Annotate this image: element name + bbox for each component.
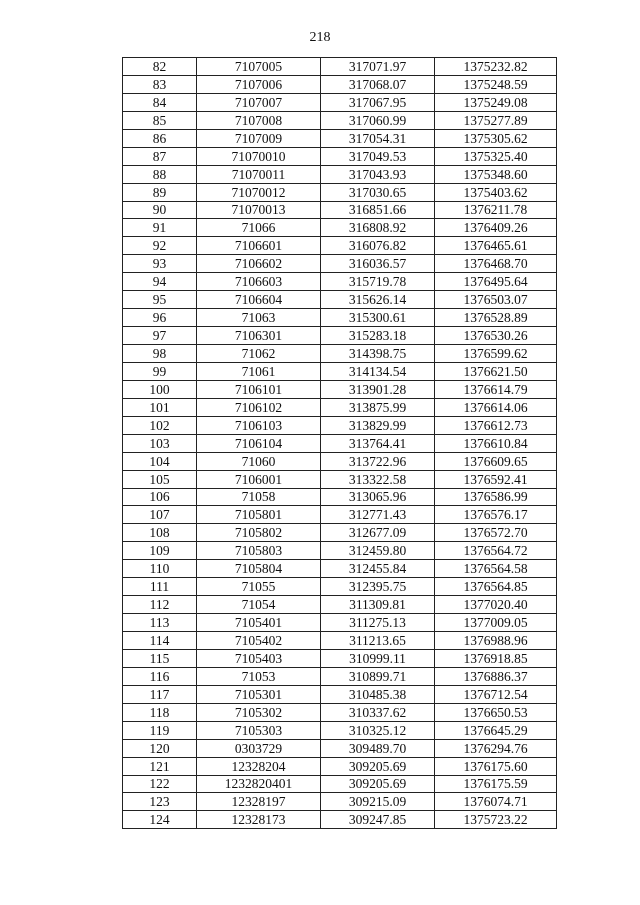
point-id-cell: 12328204 xyxy=(197,757,321,775)
point-id-cell: 7105402 xyxy=(197,632,321,650)
table-row xyxy=(123,434,557,452)
table-row xyxy=(123,739,557,757)
point-id-cell: 71070013 xyxy=(197,201,321,219)
point-id-cell: 7107008 xyxy=(197,111,321,129)
row-index-cell: 108 xyxy=(123,524,197,542)
row-index-cell: 82 xyxy=(123,58,197,76)
row-index-cell: 90 xyxy=(123,201,197,219)
y-coordinate-cell: 1376650.53 xyxy=(435,703,557,721)
x-coordinate-cell: 309215.09 xyxy=(321,793,435,811)
row-index-cell: 102 xyxy=(123,416,197,434)
y-coordinate-cell: 1376712.54 xyxy=(435,685,557,703)
table-row xyxy=(123,398,557,416)
x-coordinate-cell: 317030.65 xyxy=(321,183,435,201)
row-index-cell: 118 xyxy=(123,703,197,721)
point-id-cell: 71066 xyxy=(197,219,321,237)
x-coordinate-cell: 310325.12 xyxy=(321,721,435,739)
row-index-cell: 105 xyxy=(123,470,197,488)
y-coordinate-cell: 1376564.58 xyxy=(435,560,557,578)
y-coordinate-cell: 1376645.29 xyxy=(435,721,557,739)
x-coordinate-cell: 316808.92 xyxy=(321,219,435,237)
point-id-cell: 7105401 xyxy=(197,614,321,632)
point-id-cell: 7105804 xyxy=(197,560,321,578)
y-coordinate-cell: 1375305.62 xyxy=(435,129,557,147)
y-coordinate-cell: 1376576.17 xyxy=(435,506,557,524)
table-row xyxy=(123,75,557,93)
point-id-cell: 1232820401 xyxy=(197,775,321,793)
x-coordinate-cell: 317071.97 xyxy=(321,58,435,76)
point-id-cell: 7105302 xyxy=(197,703,321,721)
table-row xyxy=(123,93,557,111)
point-id-cell: 7105801 xyxy=(197,506,321,524)
point-id-cell: 71070011 xyxy=(197,165,321,183)
point-id-cell: 7106001 xyxy=(197,470,321,488)
x-coordinate-cell: 314398.75 xyxy=(321,345,435,363)
table-row xyxy=(123,488,557,506)
row-index-cell: 111 xyxy=(123,578,197,596)
row-index-cell: 110 xyxy=(123,560,197,578)
table-row xyxy=(123,201,557,219)
y-coordinate-cell: 1376918.85 xyxy=(435,649,557,667)
y-coordinate-cell: 1376175.59 xyxy=(435,775,557,793)
x-coordinate-cell: 316851.66 xyxy=(321,201,435,219)
y-coordinate-cell: 1376530.26 xyxy=(435,327,557,345)
x-coordinate-cell: 313322.58 xyxy=(321,470,435,488)
x-coordinate-cell: 310485.38 xyxy=(321,685,435,703)
table-row xyxy=(123,596,557,614)
x-coordinate-cell: 317049.53 xyxy=(321,147,435,165)
point-id-cell: 7106104 xyxy=(197,434,321,452)
row-index-cell: 114 xyxy=(123,632,197,650)
point-id-cell: 71062 xyxy=(197,345,321,363)
x-coordinate-cell: 313829.99 xyxy=(321,416,435,434)
x-coordinate-cell: 309205.69 xyxy=(321,757,435,775)
y-coordinate-cell: 1376614.79 xyxy=(435,380,557,398)
point-id-cell: 7106604 xyxy=(197,291,321,309)
coordinates-table xyxy=(122,57,557,829)
y-coordinate-cell: 1376294.76 xyxy=(435,739,557,757)
table-row xyxy=(123,757,557,775)
y-coordinate-cell: 1376528.89 xyxy=(435,309,557,327)
point-id-cell: 7106102 xyxy=(197,398,321,416)
table-row xyxy=(123,811,557,829)
y-coordinate-cell: 1376564.72 xyxy=(435,542,557,560)
row-index-cell: 107 xyxy=(123,506,197,524)
y-coordinate-cell: 1376503.07 xyxy=(435,291,557,309)
coordinates-table-body xyxy=(123,58,557,829)
point-id-cell: 71054 xyxy=(197,596,321,614)
x-coordinate-cell: 317067.95 xyxy=(321,93,435,111)
row-index-cell: 113 xyxy=(123,614,197,632)
x-coordinate-cell: 310337.62 xyxy=(321,703,435,721)
y-coordinate-cell: 1376614.06 xyxy=(435,398,557,416)
row-index-cell: 91 xyxy=(123,219,197,237)
point-id-cell: 7105403 xyxy=(197,649,321,667)
y-coordinate-cell: 1376988.96 xyxy=(435,632,557,650)
table-row xyxy=(123,309,557,327)
y-coordinate-cell: 1376468.70 xyxy=(435,255,557,273)
x-coordinate-cell: 313764.41 xyxy=(321,434,435,452)
x-coordinate-cell: 311213.65 xyxy=(321,632,435,650)
y-coordinate-cell: 1376886.37 xyxy=(435,667,557,685)
point-id-cell: 7107009 xyxy=(197,129,321,147)
row-index-cell: 83 xyxy=(123,75,197,93)
y-coordinate-cell: 1376599.62 xyxy=(435,345,557,363)
row-index-cell: 101 xyxy=(123,398,197,416)
point-id-cell: 0303729 xyxy=(197,739,321,757)
row-index-cell: 95 xyxy=(123,291,197,309)
point-id-cell: 71060 xyxy=(197,452,321,470)
y-coordinate-cell: 1376621.50 xyxy=(435,362,557,380)
y-coordinate-cell: 1377009.05 xyxy=(435,614,557,632)
x-coordinate-cell: 312459.80 xyxy=(321,542,435,560)
y-coordinate-cell: 1375723.22 xyxy=(435,811,557,829)
y-coordinate-cell: 1376211.78 xyxy=(435,201,557,219)
x-coordinate-cell: 315300.61 xyxy=(321,309,435,327)
table-row xyxy=(123,255,557,273)
x-coordinate-cell: 311309.81 xyxy=(321,596,435,614)
table-row xyxy=(123,58,557,76)
page-number: 218 xyxy=(309,30,331,45)
table-row xyxy=(123,667,557,685)
table-row xyxy=(123,542,557,560)
y-coordinate-cell: 1375248.59 xyxy=(435,75,557,93)
table-row xyxy=(123,506,557,524)
table-row xyxy=(123,560,557,578)
y-coordinate-cell: 1376609.65 xyxy=(435,452,557,470)
y-coordinate-cell: 1376572.70 xyxy=(435,524,557,542)
table-row xyxy=(123,775,557,793)
table-row xyxy=(123,111,557,129)
point-id-cell: 7106601 xyxy=(197,237,321,255)
table-row xyxy=(123,524,557,542)
x-coordinate-cell: 309247.85 xyxy=(321,811,435,829)
x-coordinate-cell: 310999.11 xyxy=(321,649,435,667)
x-coordinate-cell: 312395.75 xyxy=(321,578,435,596)
row-index-cell: 89 xyxy=(123,183,197,201)
y-coordinate-cell: 1377020.40 xyxy=(435,596,557,614)
table-row xyxy=(123,685,557,703)
table-row xyxy=(123,219,557,237)
point-id-cell: 71063 xyxy=(197,309,321,327)
row-index-cell: 84 xyxy=(123,93,197,111)
table-row xyxy=(123,578,557,596)
row-index-cell: 122 xyxy=(123,775,197,793)
point-id-cell: 7105303 xyxy=(197,721,321,739)
table-row xyxy=(123,362,557,380)
table-row xyxy=(123,327,557,345)
row-index-cell: 85 xyxy=(123,111,197,129)
point-id-cell: 71070010 xyxy=(197,147,321,165)
x-coordinate-cell: 313065.96 xyxy=(321,488,435,506)
point-id-cell: 71058 xyxy=(197,488,321,506)
x-coordinate-cell: 314134.54 xyxy=(321,362,435,380)
row-index-cell: 94 xyxy=(123,273,197,291)
x-coordinate-cell: 310899.71 xyxy=(321,667,435,685)
y-coordinate-cell: 1376409.26 xyxy=(435,219,557,237)
point-id-cell: 71055 xyxy=(197,578,321,596)
table-row xyxy=(123,165,557,183)
row-index-cell: 92 xyxy=(123,237,197,255)
y-coordinate-cell: 1376465.61 xyxy=(435,237,557,255)
y-coordinate-cell: 1375325.40 xyxy=(435,147,557,165)
row-index-cell: 98 xyxy=(123,345,197,363)
row-index-cell: 97 xyxy=(123,327,197,345)
point-id-cell: 7106103 xyxy=(197,416,321,434)
row-index-cell: 96 xyxy=(123,309,197,327)
point-id-cell: 7105803 xyxy=(197,542,321,560)
point-id-cell: 12328197 xyxy=(197,793,321,811)
table-row xyxy=(123,129,557,147)
row-index-cell: 124 xyxy=(123,811,197,829)
table-row xyxy=(123,291,557,309)
x-coordinate-cell: 309205.69 xyxy=(321,775,435,793)
row-index-cell: 104 xyxy=(123,452,197,470)
x-coordinate-cell: 316076.82 xyxy=(321,237,435,255)
table-row xyxy=(123,632,557,650)
y-coordinate-cell: 1376586.99 xyxy=(435,488,557,506)
table-row xyxy=(123,237,557,255)
x-coordinate-cell: 316036.57 xyxy=(321,255,435,273)
row-index-cell: 115 xyxy=(123,649,197,667)
row-index-cell: 87 xyxy=(123,147,197,165)
row-index-cell: 106 xyxy=(123,488,197,506)
y-coordinate-cell: 1376610.84 xyxy=(435,434,557,452)
point-id-cell: 71053 xyxy=(197,667,321,685)
y-coordinate-cell: 1375249.08 xyxy=(435,93,557,111)
row-index-cell: 123 xyxy=(123,793,197,811)
table-row xyxy=(123,452,557,470)
row-index-cell: 86 xyxy=(123,129,197,147)
table-row xyxy=(123,703,557,721)
x-coordinate-cell: 309489.70 xyxy=(321,739,435,757)
point-id-cell: 7106101 xyxy=(197,380,321,398)
table-row xyxy=(123,147,557,165)
y-coordinate-cell: 1376612.73 xyxy=(435,416,557,434)
point-id-cell: 7107007 xyxy=(197,93,321,111)
row-index-cell: 99 xyxy=(123,362,197,380)
point-id-cell: 12328173 xyxy=(197,811,321,829)
point-id-cell: 7105802 xyxy=(197,524,321,542)
row-index-cell: 121 xyxy=(123,757,197,775)
x-coordinate-cell: 313722.96 xyxy=(321,452,435,470)
table-row xyxy=(123,793,557,811)
row-index-cell: 116 xyxy=(123,667,197,685)
point-id-cell: 7107005 xyxy=(197,58,321,76)
table-row xyxy=(123,470,557,488)
point-id-cell: 7105301 xyxy=(197,685,321,703)
row-index-cell: 119 xyxy=(123,721,197,739)
x-coordinate-cell: 313875.99 xyxy=(321,398,435,416)
row-index-cell: 117 xyxy=(123,685,197,703)
y-coordinate-cell: 1375403.62 xyxy=(435,183,557,201)
y-coordinate-cell: 1376564.85 xyxy=(435,578,557,596)
point-id-cell: 7106602 xyxy=(197,255,321,273)
point-id-cell: 7107006 xyxy=(197,75,321,93)
x-coordinate-cell: 312455.84 xyxy=(321,560,435,578)
point-id-cell: 7106301 xyxy=(197,327,321,345)
table-row xyxy=(123,380,557,398)
table-row xyxy=(123,614,557,632)
x-coordinate-cell: 317043.93 xyxy=(321,165,435,183)
table-row xyxy=(123,183,557,201)
y-coordinate-cell: 1375277.89 xyxy=(435,111,557,129)
x-coordinate-cell: 315719.78 xyxy=(321,273,435,291)
point-id-cell: 71070012 xyxy=(197,183,321,201)
y-coordinate-cell: 1375232.82 xyxy=(435,58,557,76)
row-index-cell: 120 xyxy=(123,739,197,757)
row-index-cell: 100 xyxy=(123,380,197,398)
y-coordinate-cell: 1376592.41 xyxy=(435,470,557,488)
row-index-cell: 88 xyxy=(123,165,197,183)
row-index-cell: 109 xyxy=(123,542,197,560)
x-coordinate-cell: 315626.14 xyxy=(321,291,435,309)
row-index-cell: 112 xyxy=(123,596,197,614)
table-row xyxy=(123,416,557,434)
y-coordinate-cell: 1375348.60 xyxy=(435,165,557,183)
x-coordinate-cell: 311275.13 xyxy=(321,614,435,632)
table-row xyxy=(123,721,557,739)
table-row xyxy=(123,273,557,291)
y-coordinate-cell: 1376495.64 xyxy=(435,273,557,291)
point-id-cell: 7106603 xyxy=(197,273,321,291)
x-coordinate-cell: 317054.31 xyxy=(321,129,435,147)
y-coordinate-cell: 1376074.71 xyxy=(435,793,557,811)
point-id-cell: 71061 xyxy=(197,362,321,380)
x-coordinate-cell: 312677.09 xyxy=(321,524,435,542)
row-index-cell: 93 xyxy=(123,255,197,273)
table-row xyxy=(123,649,557,667)
x-coordinate-cell: 313901.28 xyxy=(321,380,435,398)
y-coordinate-cell: 1376175.60 xyxy=(435,757,557,775)
x-coordinate-cell: 317068.07 xyxy=(321,75,435,93)
row-index-cell: 103 xyxy=(123,434,197,452)
table-row xyxy=(123,345,557,363)
x-coordinate-cell: 317060.99 xyxy=(321,111,435,129)
x-coordinate-cell: 312771.43 xyxy=(321,506,435,524)
x-coordinate-cell: 315283.18 xyxy=(321,327,435,345)
